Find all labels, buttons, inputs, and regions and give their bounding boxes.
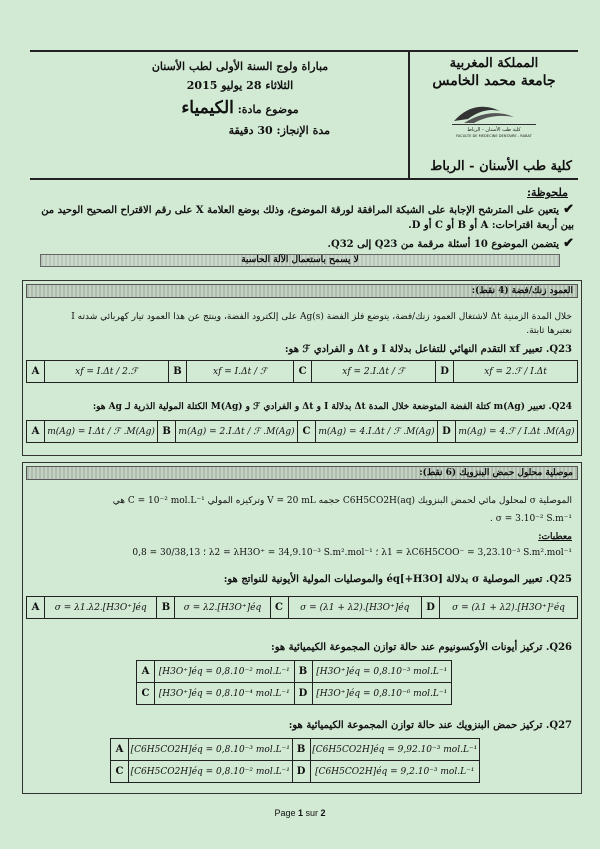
university-name: جامعة محمد الخامس (432, 73, 556, 89)
answer-letter[interactable]: A (27, 421, 45, 443)
exam-title: مباراة ولوج السنة الأولى لطب الأسنان (151, 60, 329, 73)
section-1-intro (32, 310, 572, 338)
answer-expression: [H3O⁺]éq = 0,8.10⁻⁶ mol.L⁻¹ (312, 683, 452, 705)
question-q23: Q23. تعبير xf التقدم النهائي للتفاعل بدلالة I و Δt و الفرادي ℱ هو: (284, 344, 572, 355)
q26-answers (136, 660, 452, 705)
section-1-title: العمود زنك/فضة (4 نقط): (26, 284, 578, 298)
section-2-title: موصلية محلول حمض البنزويك (6 نقط): (26, 466, 578, 480)
note-item (30, 236, 574, 252)
answer-expression: m(Ag) = I.Δt / ℱ .M(Ag) (45, 421, 158, 443)
data-block (32, 530, 572, 560)
answer-letter[interactable]: D (292, 761, 310, 783)
answer-letter[interactable]: A (137, 661, 155, 683)
answer-expression: xf = 2.I.Δt / ℱ (312, 361, 436, 383)
answer-expression: σ = (λ1 + λ2).[H3O⁺]éq (288, 597, 422, 619)
answer-expression: m(Ag) = 4.ℱ / I.Δt .M(Ag) (455, 421, 577, 443)
answer-expression: σ = (λ1 + λ2).[H3O⁺]²éq (440, 597, 578, 619)
answer-letter[interactable]: B (168, 361, 186, 383)
answer-expression: [C6H5CO2H]éq = 9,92.10⁻³ mol.L⁻¹ (310, 739, 479, 761)
q23-answers (26, 360, 578, 383)
check-icon: ✔ (563, 202, 574, 217)
answer-expression: [H3O⁺]éq = 0,8.10⁻³ mol.L⁻¹ (312, 661, 452, 683)
data-line: λ1 = λC6H5COO⁻ = 3,23.10⁻³ S.m².mol⁻¹ ؛ λ2 = λH3O⁺ = 34,9.10⁻³ S.m².mol⁻¹ ؛ 30/38,13 = 0,8 (132, 548, 572, 558)
data-label: معطيات: (538, 532, 572, 542)
question-q24: Q24. تعبير m(Ag) كتلة الفضة المتوضعة خلال المدة Δt بدلالة I و Δt و الفرادي ℱ و M(Ag) الكتلة المولية الذرية لـ Ag هو: (92, 402, 572, 412)
answer-letter[interactable]: D (422, 597, 440, 619)
exam-info (90, 60, 390, 137)
answer-expression: σ = λ1.λ2.[H3O⁺]éq (45, 597, 157, 619)
page-total: 2 (320, 808, 326, 818)
answer-expression: [C6H5CO2H]éq = 0,8.10⁻² mol.L⁻¹ (129, 761, 293, 783)
question-q27: Q27. تركيز حمض البنزويك عند حالة توازن المجموعة الكيميائية هو: (288, 720, 572, 731)
answer-expression: [C6H5CO2H]éq = 9,2.10⁻³ mol.L⁻¹ (310, 761, 479, 783)
answer-expression: m(Ag) = 2.I.Δt / ℱ .M(Ag) (176, 421, 298, 443)
note-text: يتضمن الموضوع 10 أسئلة مرقمة من Q23 إلى Q32. (327, 239, 560, 250)
kingdom-name: المملكة المغربية (449, 56, 539, 71)
sur-word: sur (305, 808, 319, 818)
calculator-banner: لا يسمح باستعمال الآلة الحاسبة (40, 254, 560, 267)
intro-line: σ = 3.10⁻² S.m⁻¹ . (490, 514, 572, 524)
answer-letter[interactable]: C (294, 361, 312, 383)
exam-duration: مدة الإنجاز: 30 دقيقة (228, 124, 330, 137)
answer-letter[interactable]: A (111, 739, 129, 761)
answer-expression: [C6H5CO2H]éq = 0,8.10⁻³ mol.L⁻¹ (129, 739, 293, 761)
exam-header (30, 50, 578, 180)
answer-expression: m(Ag) = 4.I.Δt / ℱ .M(Ag) (316, 421, 438, 443)
answer-letter[interactable]: B (157, 597, 175, 619)
answer-letter[interactable]: D (436, 361, 454, 383)
q24-answers (26, 420, 578, 443)
answer-letter[interactable]: D (437, 421, 455, 443)
subject-line (90, 98, 390, 118)
answer-letter[interactable]: B (294, 661, 312, 683)
answer-letter[interactable]: B (158, 421, 176, 443)
answer-letter[interactable]: C (298, 421, 316, 443)
note-item (30, 202, 574, 233)
logo-french-text: FACULTE DE MEDECINE DENTAIRE - RABAT (456, 134, 532, 138)
institution-block (408, 52, 578, 178)
answer-expression: xf = I.Δt / ℱ (186, 361, 293, 383)
exam-date: الثلاثاء 28 يوليو 2015 (186, 79, 294, 92)
notes-title: ملحوظة: (526, 186, 568, 199)
q25-answers (26, 596, 578, 619)
intro-line: الموصلية σ لمحلول مائي لحمض البنزويك C6H5CO2H(aq) حجمه V = 20 mL وتركيزه المولي C = 10⁻² mol.L⁻¹ هي (112, 496, 572, 506)
answer-letter[interactable]: C (111, 761, 129, 783)
faculty-name: كلية طب الأسنان - الرباط (430, 159, 572, 174)
answer-letter[interactable]: C (270, 597, 288, 619)
subject-name: الكيمياء (181, 98, 234, 118)
note-text: يتعين على المترشح الإجابة على الشبكة المرافقة لورقة الموضوع، وذلك بوضع العلامة X على رقم الاقتراح الصحيح الوحيد من بين أربعة اقتراحات: A أو B أو C أو D. (41, 205, 574, 231)
answer-expression: [H3O⁺]éq = 0,8.10⁻² mol.L⁻¹ (155, 661, 295, 683)
page-word: Page (274, 808, 296, 818)
subject-label: موضوع مادة: (237, 103, 299, 116)
check-icon: ✔ (563, 236, 574, 251)
question-q26: Q26. تركيز أيونات الأوكسونيوم عند حالة توازن المجموعة الكيميائية هو: (271, 642, 572, 653)
logo-arabic-text: كلية طب الأسنان - الرباط (467, 127, 521, 133)
answer-letter[interactable]: B (292, 739, 310, 761)
answer-expression: [H3O⁺]éq = 0,8.10⁻⁴ mol.L⁻¹ (155, 683, 295, 705)
question-q25: Q25. تعبير الموصلية σ بدلالة [H3O+]éq والموصليات المولية الأيونية للنواتج هو: (223, 574, 572, 585)
answer-letter[interactable]: A (27, 361, 45, 383)
answer-letter[interactable]: D (294, 683, 312, 705)
q27-answers (110, 738, 480, 783)
answer-expression: σ = λ2.[H3O⁺]éq (175, 597, 270, 619)
answer-expression: xf = I.Δt / 2.ℱ (45, 361, 169, 383)
section-2-intro (32, 494, 572, 526)
faculty-logo (444, 93, 544, 139)
intro-line: نعتبرها ثابتة. (526, 326, 572, 336)
page-number: 1 (297, 808, 303, 818)
answer-expression: xf = 2.ℱ / I.Δt (454, 361, 578, 383)
page-footer (0, 808, 600, 818)
answer-letter[interactable]: A (27, 597, 45, 619)
answer-letter[interactable]: C (137, 683, 155, 705)
notes-block (30, 186, 578, 252)
intro-line: خلال المدة الزمنية Δt لاشتغال العمود زنك/فضة، يتوضع فلز الفضة Ag(s) على إلكترود الفضة، وينتج عن هذا العمود تيار كهربائي شدته I (71, 312, 572, 322)
